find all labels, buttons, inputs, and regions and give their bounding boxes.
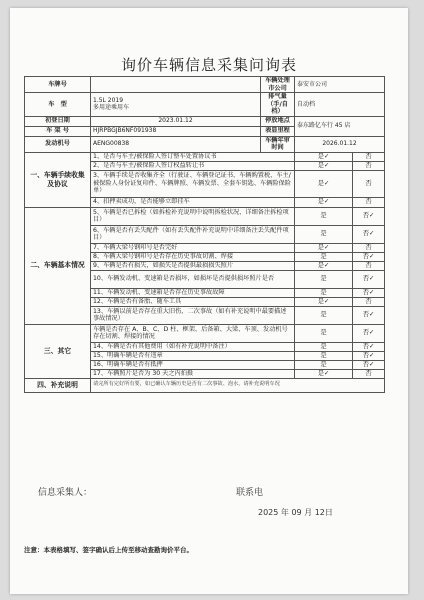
park-label: 停放地点 (261, 116, 295, 126)
checklist-question: 12、车辆是否有备胎、随车工具 (91, 297, 295, 306)
inspect-label: 车辆年审时间 (261, 136, 295, 152)
plate-label: 车牌号 (25, 77, 91, 93)
answer-yes: 是✓ (295, 152, 353, 161)
answer-no: 否 (353, 152, 385, 161)
answer-no: 否✓ (353, 324, 385, 342)
answer-no: 否 (353, 197, 385, 207)
supplement-label: 四、补充说明 (25, 378, 91, 392)
answer-yes: 是✓ (295, 261, 353, 270)
checklist-question: 2、是否与车主/被保险人签订权益转让书 (91, 161, 295, 170)
displacement-label: 排气量（手/自档） (261, 93, 295, 117)
document-title: 询价车辆信息采集问询表 (120, 56, 297, 74)
phone-label: 联系电 (236, 488, 264, 498)
answer-yes: 是 (295, 207, 353, 225)
checklist-question: 1、是否与车主/被保险人签订整车处置协议书 (91, 152, 295, 161)
answer-no: 否 (353, 297, 385, 306)
vehicle-info-table (24, 76, 385, 393)
reg-date-label: 初登日期 (25, 116, 91, 126)
model-value (91, 93, 261, 117)
answer-no: 否✓ (353, 252, 385, 261)
answer-no: 否✓ (353, 342, 385, 351)
answer-yes: 是 (295, 225, 353, 243)
checklist-question: 6、车辆是否有丢失配件（如有丢失配件补充说明中详细备注丢失配件项目） (91, 225, 295, 243)
engine-value: AENG00838 (91, 136, 261, 152)
answer-no: 否✓ (353, 225, 385, 243)
answer-yes: 是 (295, 324, 353, 342)
inspect-value: 2026.01.12 (295, 136, 385, 152)
answer-yes: 是 (295, 342, 353, 351)
supplement-section (25, 378, 385, 392)
answer-yes: 是✓ (295, 369, 353, 378)
checklist-question: 16、明确车辆是否有抵押 (91, 360, 295, 369)
answer-yes: 是✓ (295, 170, 353, 197)
answer-no: 否 (353, 243, 385, 252)
answer-no: 否✓ (353, 270, 385, 288)
answer-no: 否 (353, 161, 385, 170)
location-value: 泰安市公司 (295, 77, 385, 93)
model-label: 车 型 (25, 93, 91, 117)
answer-no: 否 (353, 261, 385, 270)
section-heading: 三、其它 (25, 324, 91, 378)
location-label: 车辆处理市公司 (261, 77, 295, 93)
answer-yes: 是 (295, 288, 353, 297)
checklist-row (25, 152, 385, 161)
answer-yes: 是 (295, 306, 353, 324)
section-heading: 二、车辆基本情况 (25, 207, 91, 324)
vehicle-header-rows (25, 77, 385, 153)
collector-label: 信息采集人： (38, 488, 93, 498)
displacement-value: 自动档 (295, 93, 385, 117)
checklist-question: 9、车辆是否有损失，如损失是否提供最损损失照片 (91, 261, 295, 270)
answer-yes: 是✓ (295, 243, 353, 252)
answer-yes: 是 (295, 270, 353, 288)
section-heading: 一、车辆手续收集及协议 (25, 152, 91, 207)
answer-no: 否 (353, 369, 385, 378)
park-value: 泰东路亿车行 45 店 (295, 116, 385, 136)
vin-label: 车 架 号 (25, 126, 91, 136)
mileage-label: 表显里程 (261, 126, 295, 136)
checklist-question: 3、车辆手续是否收集齐全（行驶证、车辆登记证书、车辆购置税、车主/被保险人身份证复印件、车辆牌照、车辆发票、全套车钥匙、车辆险保险单） (91, 170, 295, 197)
checklist-question: 15、明确车辆是否有违章 (91, 351, 295, 360)
answer-no: 否✓ (353, 306, 385, 324)
answer-yes: 是✓ (295, 297, 353, 306)
answer-no: 否✓ (353, 351, 385, 360)
answer-yes: 是 (295, 351, 353, 360)
answer-yes: 是 (295, 252, 353, 261)
answer-no: 否✓ (353, 360, 385, 369)
checklist-question: 7、车辆大梁号钢印号是否完好 (91, 243, 295, 252)
answer-no: 否 (353, 170, 385, 197)
checklist-question: 14、车辆是否有其他费用（如有补充说明中备注） (91, 342, 295, 351)
checklist-question: 11、车辆发动机、变速箱是否存在历史事故故障 (91, 288, 295, 297)
plate-value (91, 77, 261, 93)
checklist-question: 4、扣押卖成功，是否能够立即挂车 (91, 197, 295, 207)
engine-label: 发动机号 (25, 136, 91, 152)
checklist-question: 10、车辆发动机、变速箱是否损坏，如损坏是否提供损坏照片是否 (91, 270, 295, 288)
reg-date-value: 2023.01.12 (91, 116, 261, 126)
checklist-sections (25, 152, 385, 378)
supplement-text: 请完所有完好所有要，如已确认车辆历史是否有二次事故、泡水，请补充说明车况 (91, 378, 385, 392)
model-value-line2: 多用途乘用车 (93, 104, 130, 112)
checklist-question: 车辆是否存在 A、B、C、D 柱、框架、后备箱、大梁、车顶、发动机号存在切割、焊接的情况 (91, 324, 295, 342)
answer-yes: 是✓ (295, 197, 353, 207)
checklist-question: 17、车辆照片是否为 30 天之内拍摄 (91, 369, 295, 378)
vin-value: HJRPBGJB6NF091938 (91, 126, 261, 136)
answer-yes: 是 (295, 360, 353, 369)
sign-date: 2025 年 09 月 12日 (258, 508, 333, 517)
footer-note: 注意：本表格填写、签字确认后上传至移动查勘询价平台。 (24, 546, 193, 554)
answer-no: 否✓ (353, 288, 385, 297)
checklist-row (25, 207, 385, 225)
checklist-question: 8、车辆大梁号钢印号是否存在历史事故切割、焊接 (91, 252, 295, 261)
model-value-line1: 1.5L 2019 (93, 96, 124, 104)
checklist-question: 5、车辆是否已拆检（如拆检补充说明中说明拆检状况、详细备注拆检项目） (91, 207, 295, 225)
checklist-row (25, 324, 385, 342)
checklist-question: 13、车辆以前是否存在重大旧伤、二次事故（如有补充说明中最要描述事故情况） (91, 306, 295, 324)
answer-no: 否✓ (353, 207, 385, 225)
answer-yes: 是✓ (295, 161, 353, 170)
